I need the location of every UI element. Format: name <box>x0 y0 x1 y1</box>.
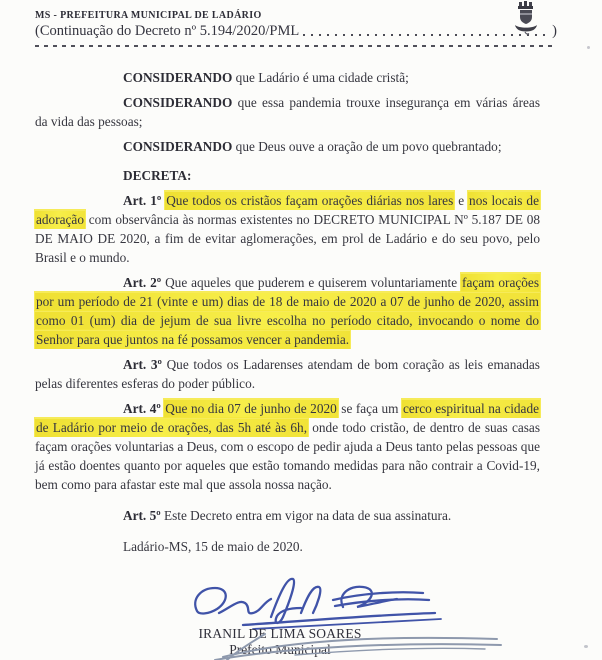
highlighted-text: nos locais de adoração <box>36 193 539 227</box>
dashed-separator <box>35 45 557 47</box>
handwritten-signature-icon <box>183 573 443 631</box>
body-text: Este Decreto entra em vigor na data de sua assinatura. <box>163 508 452 523</box>
artigo-3 <box>35 355 540 393</box>
body-text: Que todos os Ladarenses atendam de bom coração as leis emanadas pelas diferentes esferas do poder público. <box>35 357 540 391</box>
scan-speck <box>587 46 590 49</box>
signature-flourish-icon <box>205 633 505 660</box>
continuation-close-paren: ) <box>552 23 557 39</box>
body-text: Ladário-MS, 15 de maio de 2020. <box>123 539 303 554</box>
bold-text: DECRETA: <box>123 168 192 183</box>
body-text: que essa pandemia trouxe insegurança em várias áreas da vida das pessoas; <box>35 95 540 129</box>
bold-text: Art. 4º <box>123 401 165 416</box>
considerando-1 <box>35 68 540 87</box>
body-text: se faça um <box>337 401 402 416</box>
bold-text: CONSIDERANDO <box>123 95 233 110</box>
bold-text: Art. 2º <box>123 275 166 290</box>
bold-text: CONSIDERANDO <box>123 139 233 154</box>
municipal-crest-icon <box>513 1 539 35</box>
bold-text: CONSIDERANDO <box>123 70 233 85</box>
body-text: onde todo cristão, de dentro de suas casas façam orações voluntarias a Deus, com o escopo de pedir ajuda a Deus tanto pelas pessoas que já estão doentes quanto por aqueles que estão tomando medidas para não contrair a Covid-19, bem como para afastar este mal que assola nossa nação. <box>35 420 541 492</box>
body-text: com observância às normas existentes no DECRETO MUNICIPAL Nº 5.187 DE 08 DE MAIO DE 2020, a fim de evitar aglomerações, em prol de Ladário e do seu povo, pelo Brasil e o mundo. <box>35 212 540 265</box>
date-place-line <box>35 537 540 556</box>
document-body <box>35 68 540 562</box>
considerando-3 <box>35 137 540 156</box>
scan-speck <box>584 645 588 648</box>
body-text: e <box>454 193 469 208</box>
artigo-2 <box>35 273 540 349</box>
continuation-text: (Continuação do Decreto nº 5.194/2020/PML <box>35 23 300 39</box>
body-text: Que aqueles que puderem e quiserem voluntariamente <box>165 275 462 290</box>
highlighted-text: façam orações por um período de 21 (vinte e um) dias de 18 de maio de 2020 a 07 de junho de 2020, assim como 01 (um) dia de jejum de sua livre escolha no período citado, invocando o nome do Senhor para que juntos na fé possamos vencer a pandemia. <box>36 275 539 347</box>
signer-name: IRANIL DE LIMA SOARES <box>198 626 362 641</box>
body-text: que Deus ouve a oração de um povo quebrantado; <box>232 139 502 154</box>
artigo-4 <box>35 399 540 494</box>
highlighted-text: Que no dia 07 de junho de 2020 <box>165 401 337 416</box>
artigo-5 <box>35 506 540 525</box>
bold-text: Art. 1º <box>123 193 166 208</box>
bold-text: Art. 3º <box>123 357 167 372</box>
decreta-heading <box>35 166 540 185</box>
highlighted-text: cerco espiritual na cidade de Ladário por meio de orações, das 5h até às 6h, <box>36 401 539 435</box>
considerando-2 <box>35 93 540 131</box>
header-continuation-line <box>35 22 557 40</box>
header-org-line: MS - PREFEITURA MUNICIPAL DE LADÁRIO <box>35 10 262 21</box>
document-header <box>35 10 557 47</box>
signer-title: Prefeito Municipal <box>229 642 331 657</box>
bold-text: Art. 5º <box>123 508 164 523</box>
body-text: que Ladário é uma cidade cristã; <box>232 70 409 85</box>
highlighted-text: Que todos os cristãos façam orações diárias nos lares <box>166 193 454 208</box>
artigo-1 <box>35 191 540 267</box>
